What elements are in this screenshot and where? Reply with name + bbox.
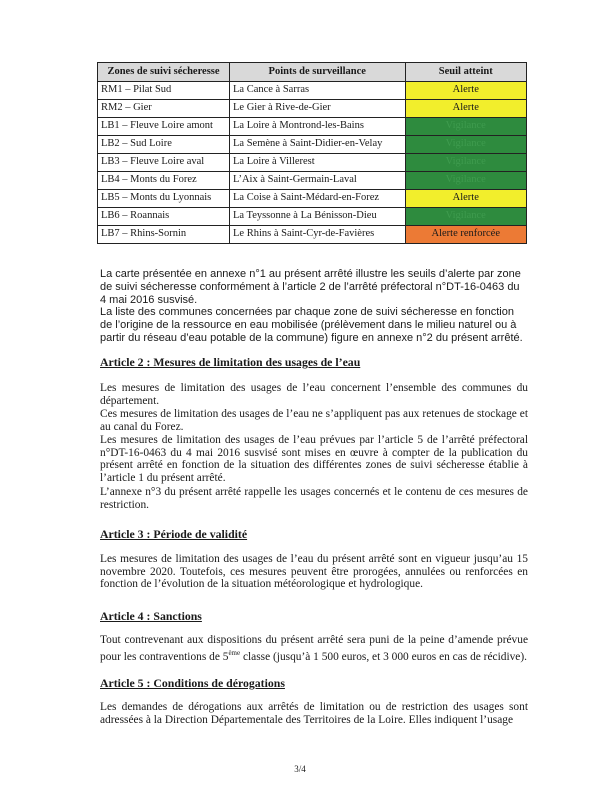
intro-paragraph-map: La carte présentée en annexe n°1 au présent arrêté illustre les seuils d’alerte par zone de suivi sécheresse conformément à l’article 2 de l’arrêté préfectoral n°DT-16-0463 du 4 mai 2016 susvisé. (100, 268, 521, 306)
zone-cell: LB6 – Roannais (98, 208, 230, 226)
zone-cell: LB2 – Sud Loire (98, 136, 230, 154)
monitoring-point-cell: La Semène à Saint-Didier-en-Velay (230, 136, 406, 154)
article-4-text-end: classe (jusqu’à 1 500 euros, et 3 000 euros en cas de récidive). (240, 650, 527, 663)
article-2-paragraph-4: L’annexe n°3 du présent arrêté rappelle les usages concernés et le contenu de ces mesures de restriction. (100, 486, 528, 511)
article-4-superscript: ème (228, 648, 241, 657)
zone-cell: LB7 – Rhins-Sornin (98, 226, 230, 244)
table-row (98, 172, 527, 190)
article-5-heading: Article 5 : Conditions de dérogations (100, 676, 285, 690)
table-row (98, 100, 527, 118)
monitoring-point-cell: La Loire à Villerest (230, 154, 406, 172)
table-body (98, 82, 527, 244)
article-3-paragraph: Les mesures de limitation des usages de l’eau du présent arrêté sont en vigueur jusqu’au 15 novembre 2020. Toutefois, ces mesures peuvent être prorogées, annulées ou renforcées en fonction de l’évolution de la situation météorologique et hydrologique. (100, 553, 528, 591)
drought-zone-table (97, 62, 527, 244)
zone-cell: LB3 – Fleuve Loire aval (98, 154, 230, 172)
article-4-heading: Article 4 : Sanctions (100, 609, 202, 623)
table-row (98, 208, 527, 226)
table-row (98, 190, 527, 208)
article-2-paragraph-3: Les mesures de limitation des usages de l’eau prévues par l’article 5 de l’arrêté préfectoral n°DT-16-0463 du 4 mai 2016 susvisé sont mises en œuvre à compter de la publication du présent arrêté en fonction de la situation des différentes zones de suivi sécheresse établie à l’article 1 du présent arrêté. (100, 434, 528, 484)
threshold-badge-alerte: Alerte (405, 82, 526, 100)
zone-cell: LB5 – Monts du Lyonnais (98, 190, 230, 208)
threshold-badge-vigilance: Vigilance (405, 208, 526, 226)
threshold-badge-alerte: Alerte (405, 100, 526, 118)
zone-cell: RM2 – Gier (98, 100, 230, 118)
article-3-heading: Article 3 : Période de validité (100, 527, 248, 541)
monitoring-point-cell: L’Aix à Saint-Germain-Laval (230, 172, 406, 190)
article-4-text-start: Tout contrevenant aux dispositions du présent arrêté sera puni de la peine d’amende prévue pour les contraventions de 5 (100, 634, 528, 663)
threshold-badge-vigilance: Vigilance (405, 154, 526, 172)
table-row (98, 226, 527, 244)
table-row (98, 154, 527, 172)
table-header-row (98, 63, 527, 82)
threshold-badge-vigilance: Vigilance (405, 136, 526, 154)
header-seuil: Seuil atteint (405, 63, 526, 82)
threshold-badge-vigilance: Vigilance (405, 172, 526, 190)
zone-cell: RM1 – Pilat Sud (98, 82, 230, 100)
header-zones: Zones de suivi sécheresse (98, 63, 230, 82)
intro-paragraph-communes: La liste des communes concernées par chaque zone de suivi sécheresse en fonction de l’origine de la ressource en eau mobilisée (prélèvement dans le milieu naturel ou à partir du réseau d’eau potable de la commune) figure en annexe n°2 du présent arrêté. (100, 306, 523, 344)
threshold-badge-vigilance: Vigilance (405, 118, 526, 136)
monitoring-point-cell: La Cance à Sarras (230, 82, 406, 100)
monitoring-point-cell: La Loire à Montrond-les-Bains (230, 118, 406, 136)
monitoring-point-cell: Le Gier à Rive-de-Gier (230, 100, 406, 118)
article-5-paragraph: Les demandes de dérogations aux arrêtés de limitation ou de restriction des usages sont adressées à la Direction Départementale des Territoires de la Loire. Elles indiquent l’usage (100, 701, 528, 726)
article-2-paragraph-1: Les mesures de limitation des usages de l’eau concernent l’ensemble des communes du département. (100, 382, 528, 407)
table-row (98, 118, 527, 136)
monitoring-point-cell: La Teyssonne à La Bénisson-Dieu (230, 208, 406, 226)
monitoring-point-cell: La Coise à Saint-Médard-en-Forez (230, 190, 406, 208)
table-row (98, 82, 527, 100)
article-2-paragraph-2: Ces mesures de limitation des usages de l’eau ne s’appliquent pas aux retenues de stockage et au canal du Forez. (100, 408, 528, 433)
page-number: 3/4 (294, 764, 306, 774)
threshold-badge-alerte: Alerte (405, 190, 526, 208)
header-points: Points de surveillance (230, 63, 406, 82)
article-2-heading: Article 2 : Mesures de limitation des usages de l’eau (100, 355, 361, 369)
table-row (98, 136, 527, 154)
threshold-badge-renforcee: Alerte renforcée (405, 226, 526, 244)
zone-cell: LB1 – Fleuve Loire amont (98, 118, 230, 136)
article-4-paragraph (100, 634, 528, 663)
monitoring-point-cell: Le Rhins à Saint-Cyr-de-Favières (230, 226, 406, 244)
zone-cell: LB4 – Monts du Forez (98, 172, 230, 190)
